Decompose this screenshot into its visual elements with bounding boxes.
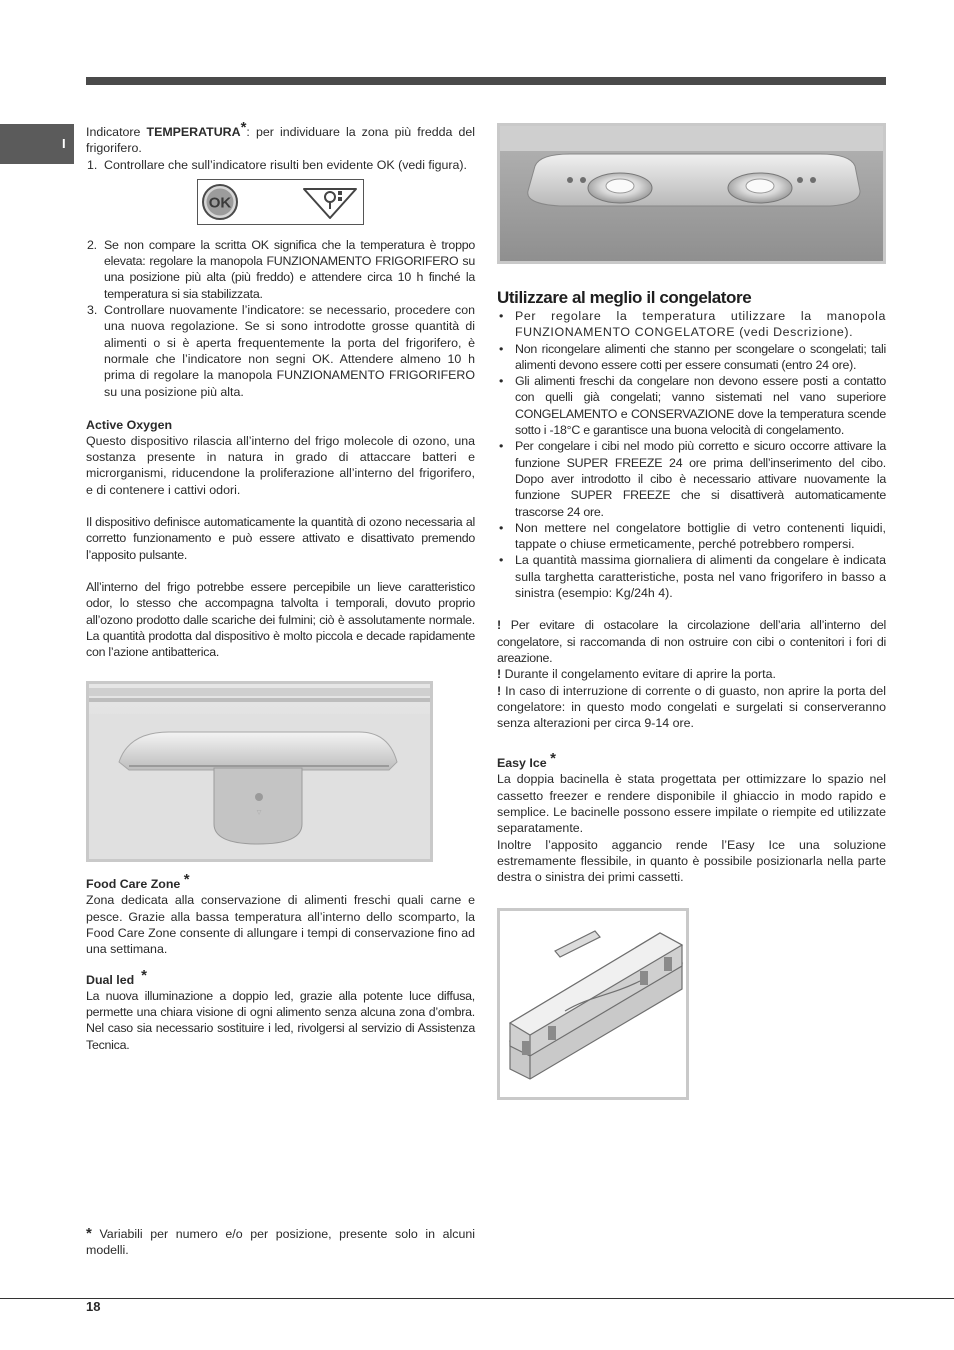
list-item: • Non mettere nel congelatore bottiglie di vetro contenenti liquidi, tappate o chiuse ermeticamente, perché potrebbero rompersi. xyxy=(497,520,886,553)
list-item: • Per congelare i cibi nel modo più corretto e sicuro occorre attivare la funzione SUPER FREEZE 24 ore prima dell’inserimento del cibo. Dopo aver introdotto il cibo è necessario attivare nuovamente la funzione SUPER FREEZE che si disattiverà automaticamente trascorse 24 ore. xyxy=(497,438,886,519)
language-tab xyxy=(0,124,74,164)
list-item: • Gli alimenti freschi da congelare non devono essere posti a contatto con quelli già congelati; vanno sistemati nel vano superiore CONGELAMENTO e CONSERVAZIONE dove la temperatura scende sotto i -18°C e garantisce una buona velocità di congelamento. xyxy=(497,373,886,438)
dual-led-photo xyxy=(497,123,886,264)
active-oxygen-text-2: Il dispositivo definisce automaticamente la quantità di ozono necessaria al corretto funzionamento e può essere attivato e disattivato premendo l’apposito pulsante. xyxy=(86,515,475,562)
svg-text:▽: ▽ xyxy=(256,810,262,817)
footnote: * Variabili per numero e/o per posizione, presente solo in alcuni modelli. xyxy=(86,1225,475,1258)
list-item: • Non ricongelare alimenti che stanno per scongelare o scongelati; tali alimenti devono essere cotti per essere consumati (entro 24 ore). xyxy=(497,341,886,374)
footnote-asterisk: * xyxy=(86,1225,92,1242)
freezer-section-title: Utilizzare al meglio il congelatore xyxy=(497,288,752,307)
asterisk-mark: * xyxy=(550,750,556,768)
left-column xyxy=(86,119,475,1053)
right-column xyxy=(497,124,886,1100)
food-care-zone-heading: Food Care Zone * xyxy=(86,871,190,892)
ice-tray-illustration xyxy=(500,911,686,1097)
food-care-zone-photo xyxy=(86,681,433,862)
warning-airflow: ! Per evitare di ostacolare la circolazione dell’aria all’interno del congelatore, si raccomanda di non ostruire con cibi o contenitori i fori di areazione. xyxy=(497,618,886,665)
language-tab-label: I xyxy=(62,136,66,151)
warning-door: ! Durante il congelamento evitare di aprire la porta. xyxy=(497,667,776,682)
step-item: 1. Controllare che sull’indicatore risulti ben evidente OK (vedi figura). xyxy=(87,157,467,172)
easy-ice-text-2: Inoltre l’apposito aggancio rende l’Easy Ice una soluzione estremamente flessibile, in quanto è possibile posizionarla nella parte destra o sinistra dei primi cassetti. xyxy=(497,837,886,885)
indicator-steps-continued xyxy=(86,237,475,400)
dual-led-heading: Dual led * xyxy=(86,966,147,987)
footer-rule xyxy=(0,1298,954,1299)
header-rule xyxy=(86,77,886,85)
thermometer-warning-icon xyxy=(300,183,360,221)
step-item: 2. Se non compare la scritta OK significa che la temperatura è troppo elevata: regolare la manopola FUNZIONAMENTO FRIGORIFERO su una posizione più alta (più freddo) e attendere circa 10 h finché la temperatura si sia stabilizzata. xyxy=(87,237,475,301)
temperature-term: TEMPERATURA xyxy=(146,125,241,139)
active-oxygen-text-1: Questo dispositivo rilascia all’interno del frigo molecole di ozono, una sostanza presente in natura in grado di attaccare batteri e microrganismi, riducendone la proliferazione all’interno del frigorifero, e di contenere i cattivi odori. xyxy=(86,433,475,497)
asterisk-mark: * xyxy=(183,871,190,889)
freezer-tips-list xyxy=(497,308,886,601)
food-care-drawer-illustration xyxy=(89,684,430,859)
step-item: 3. Controllare nuovamente l’indicatore: se necessario, procedere con una nuova regolazione. Se si sono introdotte grosse quantità di alimenti o si è aperta frequentemente la porta del frigorifero, è normale che l’indicatore non segni OK. Attendere almeno 10 h prima di regolare la manopola FUNZIONAMENTO FRIGORIFERO su una posizione più alta. xyxy=(87,303,475,399)
temperature-indicator-intro: Indicatore TEMPERATURA*: per individuare la zona più fredda del frigorifero. xyxy=(86,119,475,156)
dual-led-lamp-illustration xyxy=(500,126,883,261)
active-oxygen-text-3: All’interno del frigo potrebbe essere percepibile un lieve caratteristico odor, lo stesso che accompagna talvolta i temporali, dovuto proprio all’ozono prodotto dalle scariche dei fulmini; ciò è assolutamente normale. La quantità prodotta dal dispositivo è molto piccola e decade rapidamente con l’azione antibatterica. xyxy=(86,579,475,660)
list-item: • Per regolare la temperatura utilizzare la manopola FUNZIONAMENTO CONGELATORE (vedi Descrizione). xyxy=(497,308,886,341)
warning-power-outage: ! In caso di interruzione di corrente o di guasto, non aprire la porta del congelatore: in questo modo congelati e surgelati si conserveranno senza alterazioni per circa 9-14 ore. xyxy=(497,683,886,731)
easy-ice-heading: Easy Ice * xyxy=(497,750,556,771)
ok-badge-text: OK xyxy=(208,194,232,212)
easy-ice-photo xyxy=(497,908,689,1100)
page-number: 18 xyxy=(86,1299,101,1314)
food-care-zone-text: Zona dedicata alla conservazione di alimenti freschi quali carne e pesce. Grazie alla bassa temperatura all’interno dello scomparto, la Food Care Zone consente di allungare i tempi di conservazione fino ad una settimana. xyxy=(86,893,475,957)
list-item: • La quantità massima giornaliera di alimenti da congelare è indicata sulla targhetta caratteristiche, posta nel vano frigorifero in basso a sinistra (esempio: Kg/24h 4). xyxy=(497,552,886,601)
indicator-steps xyxy=(86,157,475,173)
ok-indicator-figure xyxy=(197,179,364,225)
dual-led-text: La nuova illuminazione a doppio led, grazie alla potente luce diffusa, permette una chiara visione di ogni alimento senza alcuna zona d’ombra. Nel caso sia necessario sostituire i led, rivolgersi al servizio di Assistenza Tecnica. xyxy=(86,988,475,1052)
asterisk-mark: * xyxy=(141,966,147,984)
asterisk-mark: * xyxy=(240,119,247,136)
active-oxygen-heading: Active Oxygen xyxy=(86,417,173,432)
easy-ice-text-1: La doppia bacinella è stata progettata per ottimizzare lo spazio nel cassetto freezer e rendere disponibile il ghiaccio in modo rapido e semplice. Le bacinelle possono essere impilate o riempite ed utilizzate separatamente. xyxy=(497,772,886,836)
